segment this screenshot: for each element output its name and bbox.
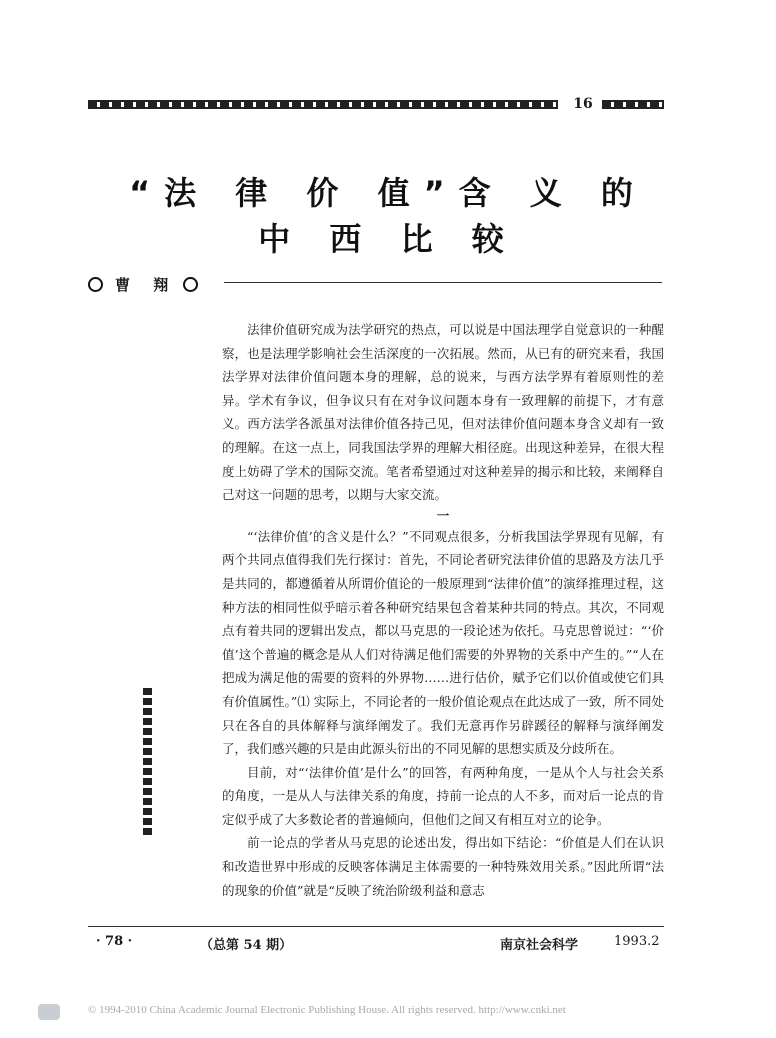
author-line <box>88 272 198 296</box>
intro-paragraph: 法律价值研究成为法学研究的热点，可以说是中国法理学自觉意识的一种醒察，也是法理学影响社会生活深度的一次拓展。然而，从已有的研究来看，我国法学界对法律价值问题本身的理解，总的说来，与西方法学界有着原则性的差异。学术有争议，但争议只有在对争议问题本身有一致理解的前提下，才有意义。西方法学各派虽对法律价值各持己见，但对法律价值问题本身含义却有一致的理解。在这一点上，同我国法学界的理解大相径庭。出现这种差异，在很大程度上妨碍了学术的国际交流。笔者希望通过对这种差异的揭示和比较，来阐释自己对这一问题的思考，以期与大家交流。 <box>222 322 664 503</box>
header-ornament-right <box>602 100 664 109</box>
circle-icon <box>88 277 103 292</box>
circle-icon <box>183 277 198 292</box>
section-number: 一 <box>436 507 450 523</box>
author-divider <box>224 282 662 283</box>
copyright-watermark: © 1994-2010 China Academic Journal Electronic Publishing House. All rights reserved. http://www.cnki.net <box>88 1004 566 1016</box>
body-paragraph-2: 目前，对“‘法律价值’是什么”的回答，有两种角度，一是从个人与社会关系的角度，一是从人与法律关系的角度，持前一论点的人不多，而对后一论点的肯定似乎成了大多数论者的普遍倾向，但他们之间又有相互对立的论争。 <box>222 764 664 827</box>
body-paragraph-1: “‘法律价值’的含义是什么？”不同观点很多，分析我国法学界现有见解，有两个共同点值得我们先行探讨：首先，不同论者研究法律价值的思路及方法几乎是共同的，都遵循着从所谓价值论的一般原理到“法律价值”的演绎推理过程，这种方法的相同性似乎暗示着各种研究结果包含着某种共同的特点。其次，不同观点有着共同的逻辑出发点，都以马克思的一段论述为依托。马克思曾说过：“‘价值’这个普遍的概念是从人们对待满足他们需要的外界物的关系中产生的。”“人在把成为满足他的需要的资料的外界物……进行估价，赋予它们以价值或使它们具有价值属性。”⑴ 实际上，不同论者的一般价值论观点在此达成了一致，所不同处只在各自的具体解释与演绎阐发了。我们无意再作另辟蹊径的解释与演绎阐发了，我们感兴趣的只是由此源头衍出的不同见解的思想实质及分歧所在。 <box>222 528 664 757</box>
header-page-number: 16 <box>573 96 593 112</box>
footer-issue: （总第 54 期） <box>200 938 293 953</box>
header-ornament-left <box>88 100 558 109</box>
footer-divider <box>88 926 664 927</box>
footer-page-number: · 78 · <box>96 934 133 949</box>
body-paragraph-3: 前一论点的学者从马克思的论述出发，得出如下结论：“价值是人们在认识和改造世界中形成的反映客体满足主体需要的一种特殊效用关系。”因此所谓“法的现象的价值”就是“反映了统治阶级利益和意志 <box>222 835 664 898</box>
margin-ornament <box>143 688 152 838</box>
footer-journal-name: 南京社会科学 <box>500 938 579 953</box>
article-body <box>222 318 664 902</box>
cnki-logo-icon <box>38 1004 60 1020</box>
article-title: “法 律 价 值”含 义 的 中 西 比 较 <box>129 174 647 258</box>
author-name: 曹 翔 <box>115 275 178 294</box>
footer-date: 1993.2 <box>614 934 660 949</box>
